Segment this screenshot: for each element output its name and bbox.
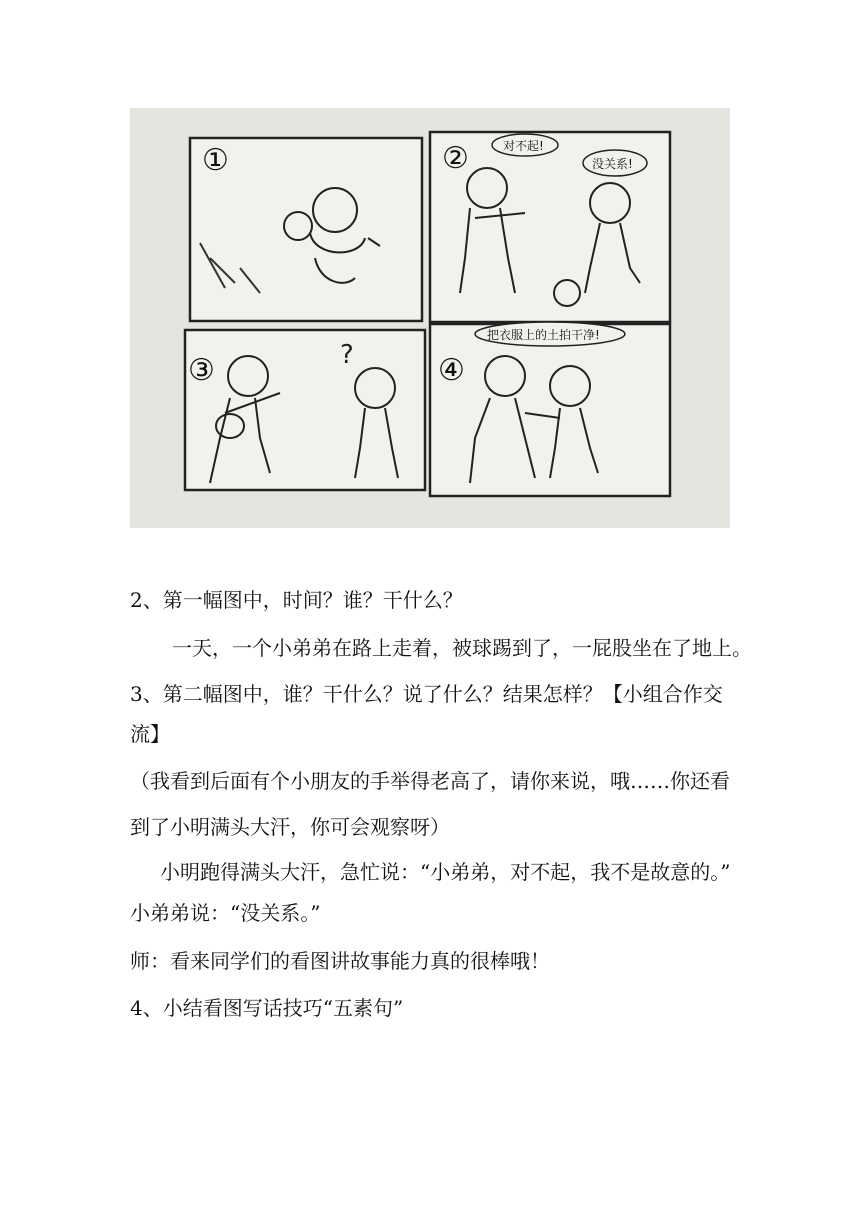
comic-panel-3	[185, 330, 425, 490]
teacher-note: （我看到后面有个小朋友的手举得老高了，请你来说，哦……你还看	[130, 769, 730, 793]
comic-panel-4	[430, 322, 670, 496]
speech-bubble-brush-off: 把衣服上的土拍干净!	[487, 328, 600, 342]
teacher-note-continued: 到了小明满头大汗，你可会观察呀）	[130, 815, 450, 839]
panel-number-4: ④	[438, 353, 465, 388]
comic-panel-2	[430, 132, 670, 322]
svg-text:?: ?	[340, 340, 354, 370]
comic-panel-1	[190, 138, 422, 321]
teacher-praise: 师：看来同学们的看图讲故事能力真的很棒哦！	[130, 949, 550, 973]
speech-bubble-sorry: 对不起!	[503, 139, 544, 153]
comic-strip-photo	[130, 108, 730, 528]
answer-3-continued: 小弟弟说：“没关系。”	[130, 901, 321, 925]
answer-2: 一天，一个小弟弟在路上走着，被球踢到了，一屁股坐在了地上。	[172, 636, 752, 660]
comic-strip-drawing	[130, 108, 730, 528]
question-2: 2、第一幅图中，时间？谁？干什么？	[130, 588, 463, 612]
question-3: 3、第二幅图中，谁？干什么？说了什么？结果怎样？【小组合作交	[130, 682, 723, 706]
panel-number-2: ②	[442, 141, 469, 176]
question-3-continued: 流】	[130, 722, 170, 746]
summary-item-4: 4、小结看图写话技巧“五素句”	[130, 996, 404, 1020]
panel-number-3: ③	[188, 353, 215, 388]
panel-number-1: ①	[202, 143, 229, 178]
answer-3: 小明跑得满头大汗，急忙说：“小弟弟，对不起，我不是故意的。”	[160, 860, 731, 884]
speech-bubble-never-mind: 没关系!	[592, 157, 633, 171]
